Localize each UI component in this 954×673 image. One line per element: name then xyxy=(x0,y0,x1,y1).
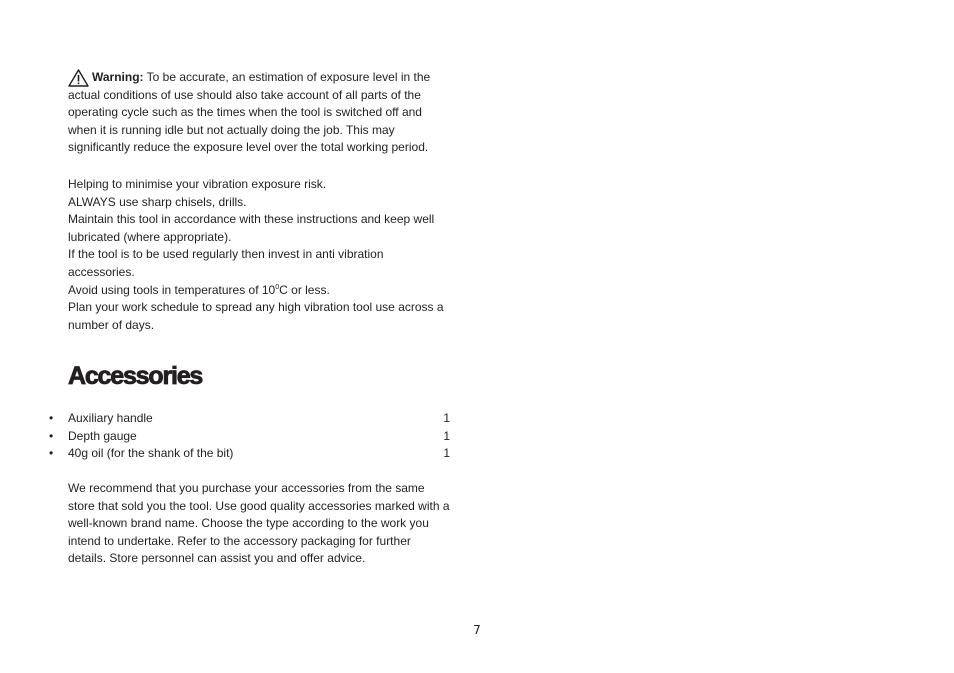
bullet: • xyxy=(49,428,54,443)
accessory-quantity: 1 xyxy=(443,428,450,443)
vibration-tips xyxy=(68,176,450,334)
list-item xyxy=(0,445,460,463)
tip-item: Maintain this tool in accordance with these instructions and keep well lubricated (where appropriate). xyxy=(68,212,435,244)
accessory-name: Depth gauge xyxy=(68,428,137,443)
tip-temperature xyxy=(68,282,450,300)
accessory-quantity: 1 xyxy=(443,411,450,425)
warning-block xyxy=(68,69,450,157)
warning-text: To be accurate, an estimation of exposure level in the actual conditions of use should also take account of all parts of the operating cycle such as the times when the tool is switched off and when it is running idle but not actually doing the job. This may significantly reduce the exposure level over the total working period. xyxy=(68,70,431,155)
temp-after: C or less. xyxy=(279,282,330,297)
accessory-name: Auxiliary handle xyxy=(68,411,153,425)
warning-paragraph xyxy=(68,69,450,157)
tip-item: ALWAYS use sharp chisels, drills. xyxy=(68,194,247,209)
recommendation-block xyxy=(68,480,450,568)
tips-intro: Helping to minimise your vibration exposure risk. xyxy=(68,177,327,191)
temp-superscript: 0 xyxy=(275,283,280,291)
bullet: • xyxy=(49,411,54,425)
page-number: 7 xyxy=(473,623,481,637)
warning-label: Warning: xyxy=(92,70,144,84)
tip-item: Plan your work schedule to spread any high vibration tool use across a number of days. xyxy=(68,300,444,332)
bullet: • xyxy=(49,446,54,461)
warning-triangle-icon xyxy=(68,69,89,87)
accessories-heading: Accessories xyxy=(68,362,203,390)
recommendation-paragraph: We recommend that you purchase your accessories from the same store that sold you the tool. Use good quality accessories marked with a well-known brand name. Choose the type according to the work you intend to undertake. Refer to the accessory packaging for further details. Store personnel can assist you and offer advice. xyxy=(68,481,450,566)
accessory-name: 40g oil (for the shank of the bit) xyxy=(68,446,234,461)
tip-item: If the tool is to be used regularly then invest in anti vibration accessories. xyxy=(68,247,384,279)
list-item xyxy=(0,428,460,446)
temp-before: Avoid using tools in temperatures of 10 xyxy=(68,282,276,297)
list-item xyxy=(0,410,460,428)
accessories-list xyxy=(0,410,460,463)
accessory-quantity: 1 xyxy=(443,446,450,461)
